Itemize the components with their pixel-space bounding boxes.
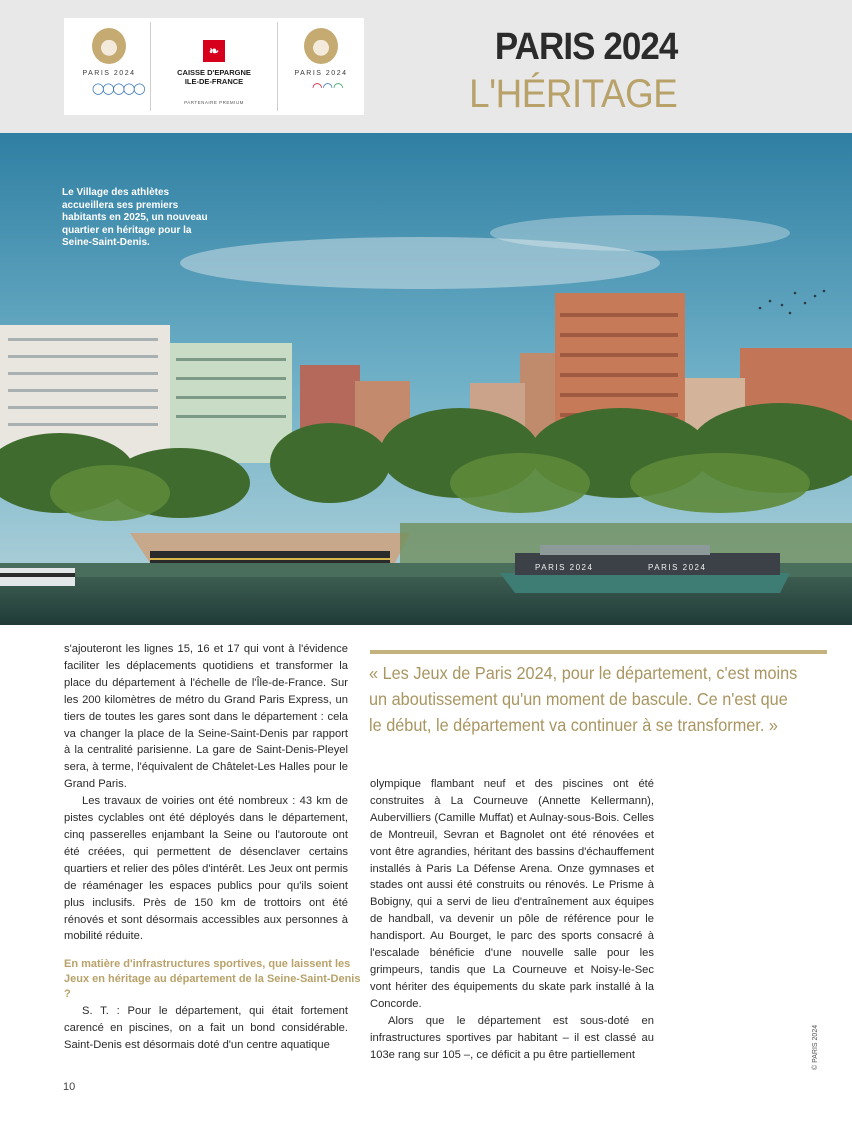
- quote-rule: [370, 650, 827, 654]
- article-column-left-top: [64, 641, 348, 945]
- page-header: [0, 0, 852, 133]
- boat-label-2: PARIS 2024: [648, 563, 707, 572]
- partner-name-line1: CAISSE D'EPARGNE: [177, 68, 251, 77]
- boat-label-1: PARIS 2024: [535, 563, 594, 572]
- photo-credit: © PARIS 2024: [812, 1024, 819, 1070]
- olympic-rings-icon: ◯◯◯◯◯: [92, 83, 144, 95]
- section-title: PARIS 2024: [494, 26, 677, 68]
- section-subtitle: L'HÉRITAGE: [468, 72, 677, 116]
- paris-2024-olympic-emblem: [92, 28, 126, 64]
- paragraph: Alors que le département est sous-doté en infrastructures sportives par habitant – il est classé au 103e rang sur 105 –, ce déficit a pu être partiellement: [370, 1014, 654, 1061]
- photo-caption: Le Village des athlètes accueillera ses premiers habitants en 2025, un nouveau quartier en héritage pour la Seine-Saint-Denis.: [62, 187, 208, 248]
- interview-question: En matière d'infrastructures sportives, que laissent les Jeux en héritage au département de la Seine-Saint-Denis ?: [64, 958, 361, 1000]
- partner-name: [166, 68, 262, 86]
- partner-logos: [64, 18, 364, 115]
- pull-quote: « Les Jeux de Paris 2024, pour le département, c'est moins un aboutissement qu'un moment de bascule. Ce n'est que le début, le département va continuer à se transformer. »: [369, 663, 798, 735]
- paragraph: olympique flambant neuf et des piscines ont été construites à La Courneuve (Annette Kellermann), Aubervilliers (Camille Muffat) et Aulnay-sous-Bois. Celles de Montreuil, Sevran et Bagnolet ont été rénovées et vont être agrandies, héritant des bassins d'échauffement installés à Paris La Défense Arena. Onze gymnases et stades ont aussi été construits ou rénovés. Le Prisme à Bobigny, qui a servi de lieu d'entraînement aux équipes de handball, va devenir un pôle de référence pour le handisport. Au Bourget, le parc des sports consacré à l'escalade bénéficie d'une nouvelle salle pour les grimpeurs, tandis que La Courneuve et Noisy-le-Sec vont hériter des équipements du skate park installé à la Concorde.: [370, 778, 654, 1010]
- article-column-left-bottom: [64, 1003, 348, 1054]
- olympic-logo-caption: PARIS 2024: [82, 70, 136, 77]
- partner-name-line2: ILE-DE-FRANCE: [184, 77, 244, 86]
- paralympic-logo-caption: PARIS 2024: [294, 70, 348, 77]
- paris-2024-paralympic-emblem: [304, 28, 338, 64]
- paragraph: S. T. : Pour le département, qui était fortement carencé en piscines, on a fait un bond considérable. Saint-Denis est désormais doté d'un centre aquatique: [64, 1005, 348, 1051]
- paragraph: Les travaux de voiries ont été nombreux : 43 km de pistes cyclables ont été déployés dans le département, cinq passerelles enjambant la Seine ou l'autoroute ont été créées, qui permettent de désenclaver certains quartiers et relier des pôles d'intérêt. Les Jeux ont permis de réaménager les espaces publics pour qu'ils soient plus inclusifs. Près de 150 km de trottoirs ont été rénovés et sont désormais accessibles aux personnes à mobilité réduite.: [64, 795, 348, 943]
- logo-divider: [277, 22, 278, 111]
- logo-divider: [150, 22, 151, 111]
- page-number: 10: [63, 1081, 76, 1093]
- caisse-epargne-squirrel-icon: ❧: [203, 40, 225, 62]
- agitos-icon: ◠◠◠: [312, 80, 344, 94]
- article-column-right: [370, 776, 654, 1063]
- partner-label: PARTENAIRE PREMIUM: [184, 100, 244, 105]
- paragraph: s'ajouteront les lignes 15, 16 et 17 qui vont à l'évidence faciliter les déplacements quotidiens et transformer la place du département à l'échelle de l'Île-de-France. Sur les 200 kilomètres de métro du Grand Paris Express, un tiers de toutes les gares sont dans le département : cela va changer la place de la Seine-Saint-Denis par rapport à la centralité parisienne. La gare de Saint-Denis-Pleyel sera, à terme, l'équivalent de Châtelet-Les Halles pour le Grand Paris.: [64, 643, 348, 791]
